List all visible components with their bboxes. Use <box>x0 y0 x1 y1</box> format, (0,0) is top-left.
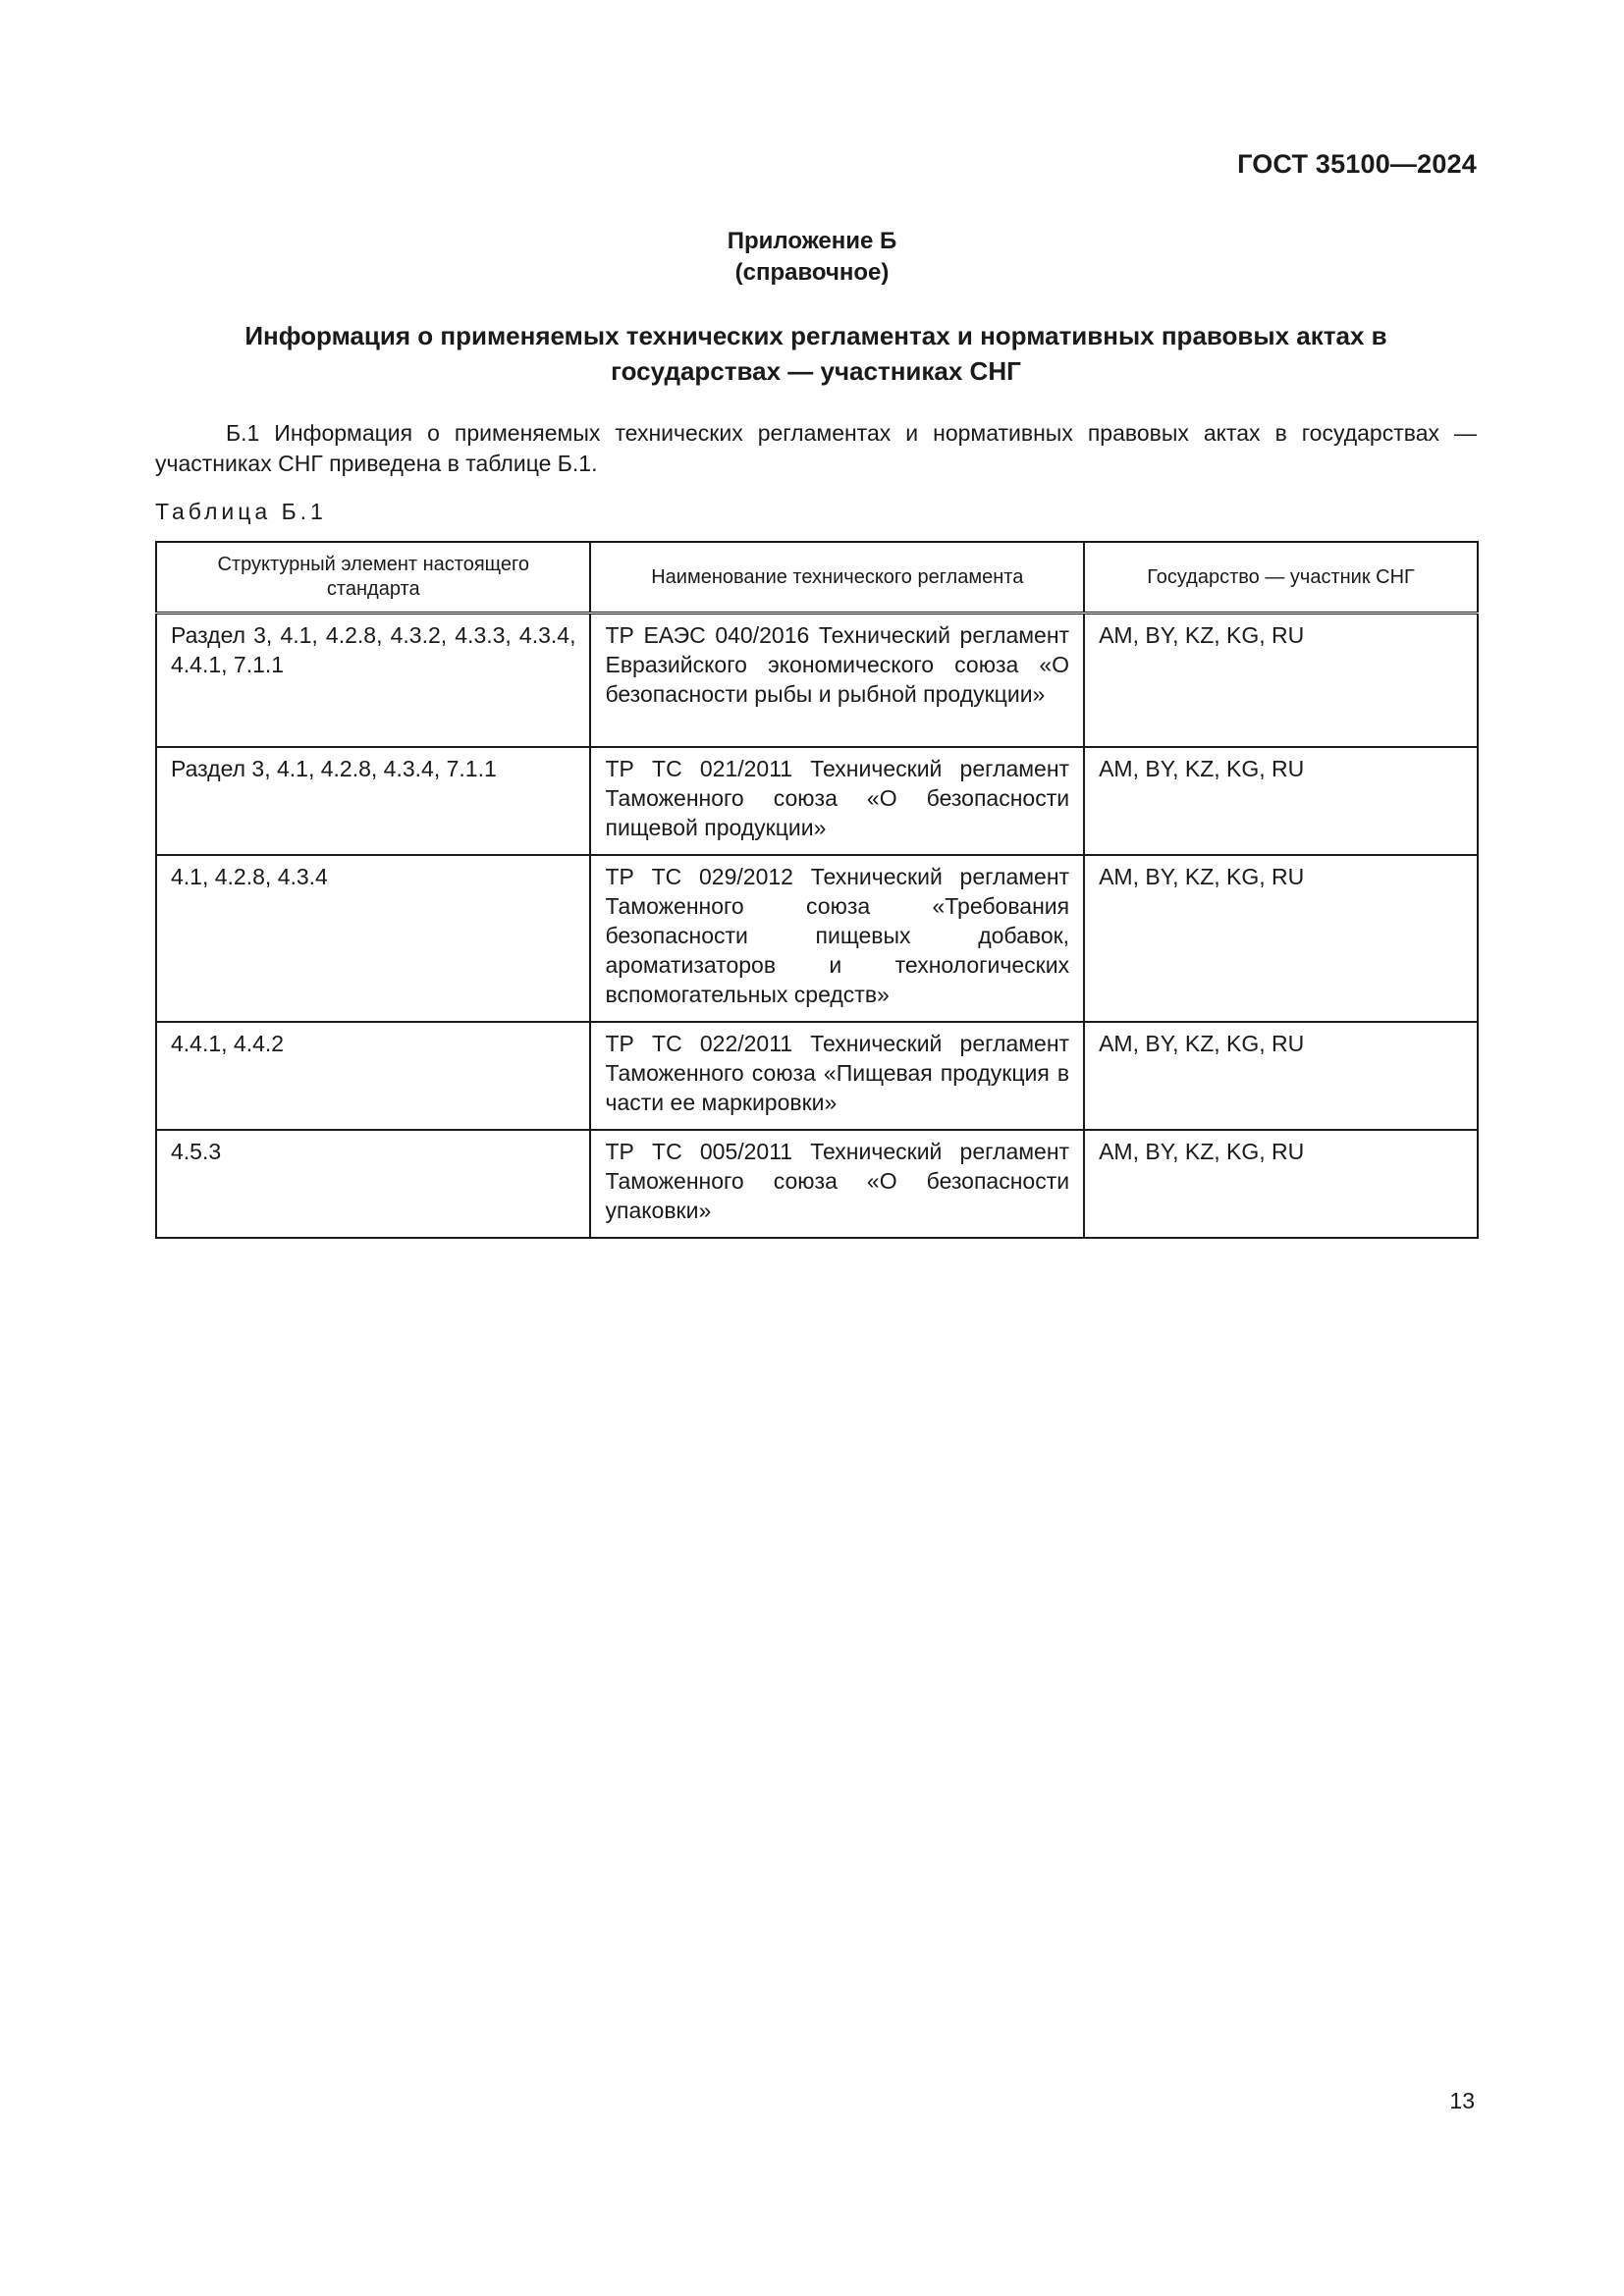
table-row <box>156 1022 1478 1130</box>
intro-paragraph: Б.1 Информация о применяемых технических регламентах и нормативных правовых актах в государствах — участниках СНГ приведена в таблице Б.1. <box>155 420 1477 476</box>
cell-cis-states: AM, BY, KZ, KG, RU <box>1084 1022 1478 1130</box>
cell-regulation-name: ТР ТС 021/2011 Технический регламент Таможенного союза «О безопасности пищевой продукции» <box>590 747 1084 855</box>
table-row <box>156 747 1478 855</box>
table-header-row <box>156 542 1478 614</box>
table-caption: Таблица Б.1 <box>155 499 327 524</box>
cell-regulation-name: ТР ТС 022/2011 Технический регламент Таможенного союза «Пищевая продукция в части ее маркировки» <box>590 1022 1084 1130</box>
cell-structural-element: 4.1, 4.2.8, 4.3.4 <box>156 855 590 1022</box>
table-row <box>156 855 1478 1022</box>
table-row <box>156 614 1478 747</box>
cell-regulation-name: ТР ЕАЭС 040/2016 Технический регламент Евразийского экономического союза «О безопасности рыбы и рыбной продукции» <box>590 614 1084 747</box>
header-structural-element: Структурный элемент настоящего стандарта <box>156 542 590 614</box>
section-title <box>155 318 1477 389</box>
page-number: 13 <box>1449 2088 1475 2113</box>
cell-cis-states: AM, BY, KZ, KG, RU <box>1084 1130 1478 1238</box>
cell-cis-states: AM, BY, KZ, KG, RU <box>1084 855 1478 1022</box>
document-code: ГОСТ 35100—2024 <box>1237 149 1477 179</box>
appendix-title: Приложение Б <box>727 228 897 254</box>
cell-cis-states: AM, BY, KZ, KG, RU <box>1084 747 1478 855</box>
header-regulation-name: Наименование технического регламента <box>590 542 1084 614</box>
cell-structural-element: 4.5.3 <box>156 1130 590 1238</box>
cell-regulation-name: ТР ТС 029/2012 Технический регламент Таможенного союза «Требования безопасности пищевых добавок, ароматизаторов и технологических вспомогательных средств» <box>590 855 1084 1022</box>
section-title-line-2: государствах — участниках СНГ <box>611 356 1021 386</box>
appendix-heading <box>0 226 1624 289</box>
appendix-subtitle: (справочное) <box>734 259 890 286</box>
cell-structural-element: 4.4.1, 4.4.2 <box>156 1022 590 1130</box>
cell-cis-states: AM, BY, KZ, KG, RU <box>1084 614 1478 747</box>
header-cis-state: Государство — участник СНГ <box>1084 542 1478 614</box>
section-title-line-1: Информация о применяемых технических регламентах и нормативных правовых актах в <box>244 321 1387 350</box>
cell-regulation-name: ТР ТС 005/2011 Технический регламент Таможенного союза «О безопасности упаковки» <box>590 1130 1084 1238</box>
regulations-table <box>155 541 1479 1239</box>
cell-structural-element: Раздел 3, 4.1, 4.2.8, 4.3.2, 4.3.3, 4.3.4, 4.4.1, 7.1.1 <box>156 614 590 747</box>
cell-structural-element: Раздел 3, 4.1, 4.2.8, 4.3.4, 7.1.1 <box>156 747 590 855</box>
table-row <box>156 1130 1478 1238</box>
